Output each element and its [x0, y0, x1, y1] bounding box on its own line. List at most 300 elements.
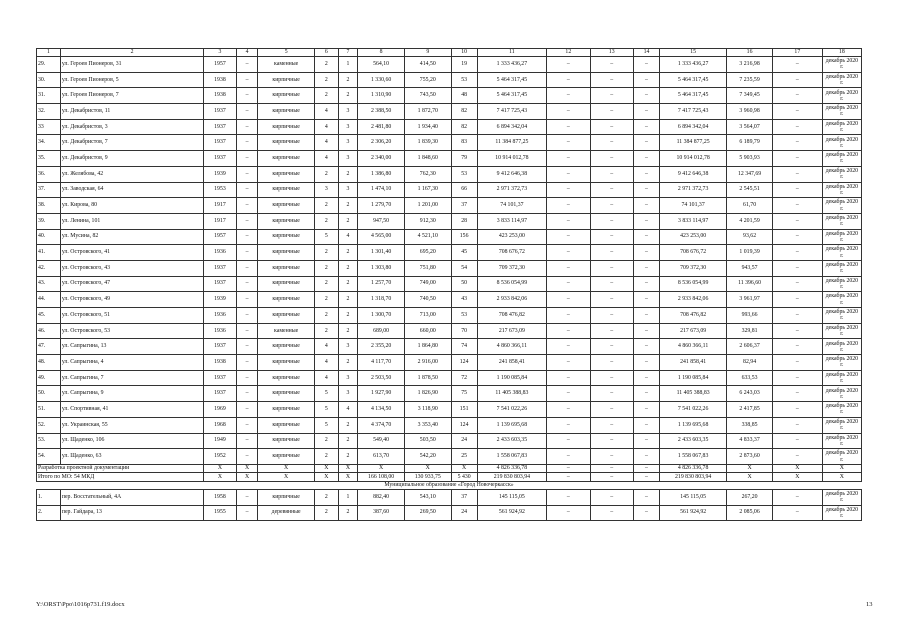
table-cell: 423 253,00 — [659, 229, 726, 245]
table-cell: кирпичные — [258, 245, 314, 261]
table-cell: 2 — [338, 72, 358, 88]
table-cell: 33 — [37, 119, 61, 135]
table-cell: – — [236, 72, 258, 88]
table-row — [37, 292, 862, 308]
table-cell: – — [633, 355, 659, 371]
table-cell: – — [633, 135, 659, 151]
table-row — [37, 417, 862, 433]
table-cell: 53 — [451, 308, 477, 324]
table-cell: 3 — [314, 182, 338, 198]
table-cell: 74 — [451, 339, 477, 355]
table-cell: 749,00 — [404, 276, 451, 292]
table-cell: 24 — [451, 433, 477, 449]
table-cell: 30. — [37, 72, 61, 88]
row-label: Разработка проектной документации — [37, 464, 204, 473]
table-cell: 1953 — [204, 182, 237, 198]
table-row — [37, 386, 862, 402]
table-cell: 6 894 342,04 — [659, 119, 726, 135]
table-cell: ул. Украинская, 55 — [60, 417, 203, 433]
table-cell: – — [590, 292, 633, 308]
table-cell: 2 — [314, 489, 338, 505]
table-cell: 48. — [37, 355, 61, 371]
table-cell: – — [772, 323, 822, 339]
table-row — [37, 198, 862, 214]
table-cell: 2 340,00 — [358, 151, 405, 167]
table-cell: 4 201,59 — [727, 213, 773, 229]
table-cell: кирпичные — [258, 355, 314, 371]
table-cell: 2 — [314, 505, 338, 521]
table-cell: – — [236, 104, 258, 120]
table-cell: 1937 — [204, 370, 237, 386]
table-cell: 36. — [37, 166, 61, 182]
table-cell: декабрь 2020 г. — [822, 292, 861, 308]
table-cell: 151 — [451, 402, 477, 418]
table-cell: 561 924,92 — [477, 505, 546, 521]
table-cell: декабрь 2020 г. — [822, 72, 861, 88]
table-cell: 241 858,41 — [659, 355, 726, 371]
column-number: 14 — [633, 49, 659, 57]
table-cell: 37 — [451, 489, 477, 505]
table-cell: 1 934,40 — [404, 119, 451, 135]
table-cell: – — [590, 213, 633, 229]
table-cell: 2 916,00 — [404, 355, 451, 371]
table-cell: – — [547, 489, 590, 505]
table-cell: – — [633, 88, 659, 104]
table-cell: – — [547, 135, 590, 151]
table-cell: декабрь 2020 г. — [822, 260, 861, 276]
column-number: 18 — [822, 49, 861, 57]
table-cell: 267,20 — [727, 489, 773, 505]
table-cell: 241 858,41 — [477, 355, 546, 371]
table-cell: 4 134,50 — [358, 402, 405, 418]
table-cell: Х — [338, 473, 358, 482]
table-cell: 2 971 372,73 — [659, 182, 726, 198]
table-cell: 1969 — [204, 402, 237, 418]
table-cell: 2 — [314, 308, 338, 324]
table-cell: 2 606,37 — [727, 339, 773, 355]
table-cell: 47. — [37, 339, 61, 355]
table-cell: ул. Желябова, 42 — [60, 166, 203, 182]
table-cell: 1 318,70 — [358, 292, 405, 308]
table-cell: 1 201,00 — [404, 198, 451, 214]
table-cell: кирпичные — [258, 229, 314, 245]
table-cell: – — [236, 417, 258, 433]
table-cell: – — [236, 135, 258, 151]
table-cell: кирпичные — [258, 276, 314, 292]
table-cell: – — [590, 308, 633, 324]
table-cell: 1 386,80 — [358, 166, 405, 182]
table-cell: декабрь 2020 г. — [822, 229, 861, 245]
table-cell: ул. Островского, 47 — [60, 276, 203, 292]
table-cell: 2 — [314, 198, 338, 214]
table-row — [37, 355, 862, 371]
table-cell: – — [236, 151, 258, 167]
table-cell: 24 — [451, 505, 477, 521]
table-cell: 1949 — [204, 433, 237, 449]
table-cell: 1936 — [204, 323, 237, 339]
table-cell: – — [772, 72, 822, 88]
table-cell: 2 355,20 — [358, 339, 405, 355]
table-cell: – — [772, 433, 822, 449]
column-number: 2 — [60, 49, 203, 57]
table-cell: 2 — [338, 308, 358, 324]
table-cell: – — [633, 245, 659, 261]
table-cell: 1. — [37, 489, 61, 505]
table-cell: 1917 — [204, 198, 237, 214]
table-cell: – — [633, 166, 659, 182]
table-cell: 5 430 — [451, 473, 477, 482]
table-row — [37, 119, 862, 135]
table-cell: 947,50 — [358, 213, 405, 229]
table-cell: – — [590, 229, 633, 245]
table-cell: 2 388,50 — [358, 104, 405, 120]
table-cell: 503,50 — [404, 433, 451, 449]
table-row — [37, 433, 862, 449]
table-row — [37, 308, 862, 324]
table-cell: – — [772, 88, 822, 104]
table-cell: 44. — [37, 292, 61, 308]
table-cell: – — [633, 213, 659, 229]
table-cell: – — [236, 355, 258, 371]
table-cell: 1937 — [204, 339, 237, 355]
table-cell: 543,10 — [404, 489, 451, 505]
table-cell: – — [547, 229, 590, 245]
column-number: 4 — [236, 49, 258, 57]
table-cell: 46. — [37, 323, 61, 339]
table-cell: 1 167,30 — [404, 182, 451, 198]
table-cell: Х — [236, 464, 258, 473]
table-cell: – — [633, 260, 659, 276]
table-cell: – — [590, 433, 633, 449]
table-cell: 1938 — [204, 72, 237, 88]
table-cell: – — [547, 182, 590, 198]
table-cell: 1 826,90 — [404, 386, 451, 402]
table-cell: декабрь 2020 г. — [822, 166, 861, 182]
table-cell: кирпичные — [258, 489, 314, 505]
column-number: 3 — [204, 49, 237, 57]
table-cell: 708 476,82 — [659, 308, 726, 324]
table-cell: 5 — [314, 229, 338, 245]
table-cell: ул. Декабристов, 11 — [60, 104, 203, 120]
table-cell: – — [633, 417, 659, 433]
column-number-row — [37, 49, 862, 57]
table-cell: 34. — [37, 135, 61, 151]
table-cell: 943,57 — [727, 260, 773, 276]
table-cell: 4 833,37 — [727, 433, 773, 449]
table-cell: 40. — [37, 229, 61, 245]
column-number: 10 — [451, 49, 477, 57]
table-cell: – — [236, 370, 258, 386]
table-cell: – — [590, 464, 633, 473]
table-cell: – — [633, 182, 659, 198]
table-cell: – — [772, 213, 822, 229]
table-cell: – — [547, 119, 590, 135]
table-cell: – — [772, 57, 822, 73]
table-cell: 1937 — [204, 135, 237, 151]
table-cell: ул. Декабристов, 7 — [60, 135, 203, 151]
table-cell: 219 830 803,94 — [477, 473, 546, 482]
table-cell: – — [590, 260, 633, 276]
design-docs-row — [37, 464, 862, 473]
table-cell: 2. — [37, 505, 61, 521]
table-cell: Х — [338, 464, 358, 473]
table-cell: 329,81 — [727, 323, 773, 339]
table-cell: 61,70 — [727, 198, 773, 214]
table-cell: 4 — [314, 151, 338, 167]
table-cell: – — [590, 72, 633, 88]
table-cell: – — [590, 119, 633, 135]
table-cell: кирпичные — [258, 182, 314, 198]
column-number: 13 — [590, 49, 633, 57]
column-number: 5 — [258, 49, 314, 57]
table-cell: – — [590, 355, 633, 371]
column-number: 8 — [358, 49, 405, 57]
table-cell: 124 — [451, 417, 477, 433]
table-cell: декабрь 2020 г. — [822, 88, 861, 104]
table-cell: 2 503,50 — [358, 370, 405, 386]
column-number: 15 — [659, 49, 726, 57]
table-cell: 25 — [451, 449, 477, 465]
table-cell: пер. Восстательный, 4А — [60, 489, 203, 505]
table-cell: декабрь 2020 г. — [822, 213, 861, 229]
table-cell: – — [547, 88, 590, 104]
table-cell: – — [633, 370, 659, 386]
table-cell: 4 826 336,78 — [477, 464, 546, 473]
table-cell: 1936 — [204, 245, 237, 261]
table-cell: – — [236, 213, 258, 229]
table-cell: 48 — [451, 88, 477, 104]
table-cell: ул. Кирова, 80 — [60, 198, 203, 214]
table-cell: – — [590, 276, 633, 292]
table-cell: 1 300,70 — [358, 308, 405, 324]
table-cell: Х — [727, 473, 773, 482]
table-cell: 50 — [451, 276, 477, 292]
table-cell: 2 — [314, 449, 338, 465]
table-cell: 7 417 725,43 — [477, 104, 546, 120]
table-cell: 4 521,10 — [404, 229, 451, 245]
table-cell: кирпичные — [258, 260, 314, 276]
table-cell: Х — [451, 464, 477, 473]
table-cell: 219 830 803,94 — [659, 473, 726, 482]
table-cell: ул. Декабристов, 9 — [60, 151, 203, 167]
table-cell: 1 190 085,84 — [659, 370, 726, 386]
table-cell: 2 971 372,73 — [477, 182, 546, 198]
table-cell: – — [236, 119, 258, 135]
table-cell: – — [547, 386, 590, 402]
table-cell: 28 — [451, 213, 477, 229]
table-cell: 10 914 012,78 — [477, 151, 546, 167]
table-cell: 7 541 022,26 — [477, 402, 546, 418]
table-cell: 423 253,00 — [477, 229, 546, 245]
table-cell: 5 — [314, 402, 338, 418]
table-cell: – — [772, 489, 822, 505]
table-row — [37, 339, 862, 355]
row-label: Итого по МО: 54 МКД — [37, 473, 204, 482]
table-cell: кирпичные — [258, 417, 314, 433]
table-cell: декабрь 2020 г. — [822, 151, 861, 167]
table-cell: кирпичные — [258, 402, 314, 418]
table-cell: 1937 — [204, 260, 237, 276]
table-cell: декабрь 2020 г. — [822, 386, 861, 402]
table-cell: – — [236, 166, 258, 182]
column-number: 11 — [477, 49, 546, 57]
table-cell: – — [590, 151, 633, 167]
table-cell: 762,30 — [404, 166, 451, 182]
table-cell: – — [547, 433, 590, 449]
table-cell: – — [236, 308, 258, 324]
table-cell: – — [590, 449, 633, 465]
table-cell: 743,50 — [404, 88, 451, 104]
table-cell: – — [590, 489, 633, 505]
table-cell: 8 536 054,99 — [477, 276, 546, 292]
table-cell: 1 — [338, 57, 358, 73]
table-cell: 4 — [314, 104, 338, 120]
table-cell: – — [236, 182, 258, 198]
table-cell: – — [633, 72, 659, 88]
table-cell: 19 — [451, 57, 477, 73]
table-cell: Х — [822, 473, 861, 482]
table-cell: декабрь 2020 г. — [822, 104, 861, 120]
table-cell: 4 117,70 — [358, 355, 405, 371]
table-row — [37, 151, 862, 167]
table-cell: 269,50 — [404, 505, 451, 521]
table-cell: 42. — [37, 260, 61, 276]
table-cell: 41. — [37, 245, 61, 261]
table-cell: – — [236, 505, 258, 521]
table-cell: 70 — [451, 323, 477, 339]
column-number: 9 — [404, 49, 451, 57]
table-cell: 1 558 067,83 — [659, 449, 726, 465]
table-cell: 1955 — [204, 505, 237, 521]
table-cell: кирпичные — [258, 386, 314, 402]
table-cell: ул. Сапрыгина, 13 — [60, 339, 203, 355]
table-cell: 2 — [338, 260, 358, 276]
table-cell: 4 — [314, 370, 338, 386]
table-cell: кирпичные — [258, 198, 314, 214]
table-cell: 689,00 — [358, 323, 405, 339]
table-cell: – — [547, 464, 590, 473]
table-cell: – — [547, 402, 590, 418]
table-cell: ул. Ленина, 101 — [60, 213, 203, 229]
table-cell: – — [633, 292, 659, 308]
table-cell: – — [236, 433, 258, 449]
table-cell: 2 — [314, 276, 338, 292]
table-cell: 1 279,70 — [358, 198, 405, 214]
table-cell: – — [590, 402, 633, 418]
housing-register-table — [36, 48, 862, 521]
table-row — [37, 135, 862, 151]
table-cell: 53 — [451, 72, 477, 88]
table-cell: 4 — [338, 402, 358, 418]
table-cell: 7 417 725,43 — [659, 104, 726, 120]
table-cell: – — [547, 308, 590, 324]
table-cell: 2 — [338, 276, 358, 292]
table-cell: 3 216,98 — [727, 57, 773, 73]
table-cell: – — [772, 339, 822, 355]
table-cell: 1 839,30 — [404, 135, 451, 151]
table-cell: 709 372,30 — [659, 260, 726, 276]
table-cell: 4 — [314, 119, 338, 135]
table-cell: 5 — [314, 417, 338, 433]
table-cell: 1937 — [204, 276, 237, 292]
table-cell: 613,70 — [358, 449, 405, 465]
table-cell: декабрь 2020 г. — [822, 182, 861, 198]
table-cell: – — [236, 229, 258, 245]
table-cell: 2 — [314, 260, 338, 276]
table-cell: 5 464 317,45 — [477, 88, 546, 104]
table-cell: 38. — [37, 198, 61, 214]
section-row — [37, 481, 862, 489]
table-row — [37, 402, 862, 418]
table-cell: декабрь 2020 г. — [822, 355, 861, 371]
table-cell: Х — [258, 464, 314, 473]
table-cell: 11 396,60 — [727, 276, 773, 292]
table-cell: 2 — [338, 433, 358, 449]
column-number: 7 — [338, 49, 358, 57]
table-cell: – — [236, 276, 258, 292]
table-cell: 54. — [37, 449, 61, 465]
table-cell: ул. Островского, 43 — [60, 260, 203, 276]
table-cell: 1937 — [204, 151, 237, 167]
table-cell: 1 139 695,68 — [659, 417, 726, 433]
table-cell: 3 — [338, 151, 358, 167]
table-cell: 2 — [338, 505, 358, 521]
table-cell: 2 306,20 — [358, 135, 405, 151]
table-cell: 740,50 — [404, 292, 451, 308]
table-cell: ул. Сапрыгина, 4 — [60, 355, 203, 371]
table-cell: – — [547, 213, 590, 229]
table-cell: декабрь 2020 г. — [822, 449, 861, 465]
table-cell: 3 — [338, 135, 358, 151]
table-cell: кирпичные — [258, 213, 314, 229]
table-cell: 83 — [451, 135, 477, 151]
table-cell: 9 412 646,38 — [477, 166, 546, 182]
table-cell: – — [236, 198, 258, 214]
table-cell: 1939 — [204, 292, 237, 308]
table-cell: – — [236, 386, 258, 402]
table-cell: 2 — [338, 166, 358, 182]
table-cell: 82,94 — [727, 355, 773, 371]
table-cell: деревянные — [258, 505, 314, 521]
table-row — [37, 72, 862, 88]
table-cell: 9 412 646,38 — [659, 166, 726, 182]
table-cell: 29. — [37, 57, 61, 73]
table-cell: – — [633, 489, 659, 505]
table-cell: – — [772, 135, 822, 151]
table-cell: 2 — [338, 323, 358, 339]
table-cell: кирпичные — [258, 151, 314, 167]
table-cell: 1957 — [204, 57, 237, 73]
table-cell: 6 894 342,04 — [477, 119, 546, 135]
table-cell: 1 019,39 — [727, 245, 773, 261]
table-cell: – — [772, 229, 822, 245]
table-cell: – — [772, 505, 822, 521]
table-cell: 4 374,70 — [358, 417, 405, 433]
table-cell: 1952 — [204, 449, 237, 465]
table-cell: кирпичные — [258, 88, 314, 104]
table-cell: 145 115,05 — [477, 489, 546, 505]
table-cell: 912,30 — [404, 213, 451, 229]
table-cell: – — [633, 473, 659, 482]
table-cell: 3 — [338, 370, 358, 386]
table-cell: 124 — [451, 355, 477, 371]
table-cell: Х — [822, 464, 861, 473]
table-row — [37, 213, 862, 229]
table-cell: – — [772, 355, 822, 371]
table-cell: 156 — [451, 229, 477, 245]
table-cell: – — [633, 505, 659, 521]
table-cell: – — [547, 151, 590, 167]
